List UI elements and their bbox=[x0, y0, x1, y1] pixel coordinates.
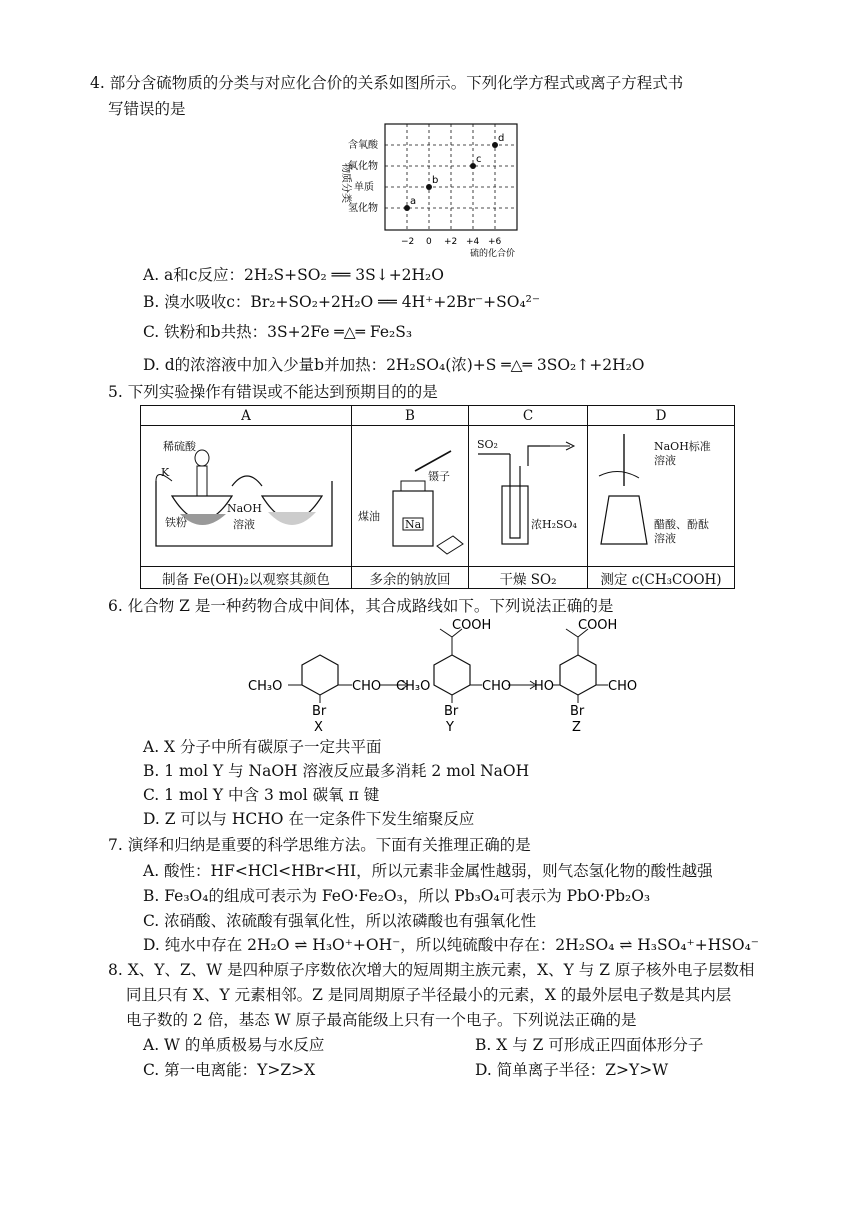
q5-caption-c: 干燥 SO₂ bbox=[469, 567, 588, 589]
q5b-label-na: Na bbox=[405, 518, 422, 531]
q7-stem: 7. 演绎和归纳是重要的科学思维方法。下面有关推理正确的是 bbox=[108, 836, 531, 854]
q5b-label-kerosene: 煤油 bbox=[358, 510, 380, 523]
q4-y-label: 含氧酸 bbox=[348, 140, 378, 151]
q6-y-cooh: COOH bbox=[452, 618, 492, 633]
q5-header-b: B bbox=[352, 406, 469, 426]
q5a-label-k: K bbox=[161, 466, 170, 479]
q4-y-label: 氧化物 bbox=[348, 161, 378, 172]
q7-option-d: D. 纯水中存在 2H₂O ⇌ H₃O⁺+OH⁻，所以纯硫酸中存在：2H₂SO₄ ⇌ H₃SO₄⁺+HSO₄⁻ bbox=[143, 936, 759, 954]
q5-experiment-table bbox=[140, 405, 735, 589]
q6-z-ho: HO bbox=[534, 679, 555, 694]
q5c-label-acid: 浓H₂SO₄ bbox=[531, 518, 577, 531]
q6-z-cooh: COOH bbox=[578, 618, 618, 633]
q6-option-a: A. X 分子中所有碳原子一定共平面 bbox=[143, 738, 382, 756]
q7-option-c: C. 浓硝酸、浓硫酸有强氧化性，所以浓磷酸也有强氧化性 bbox=[143, 912, 537, 930]
q7-option-a: A. 酸性：HF<HCl<HBr<HI，所以元素非金属性越弱，则气态氢化物的酸性越强 bbox=[143, 862, 713, 880]
q6-option-b: B. 1 mol Y 与 NaOH 溶液反应最多消耗 2 mol NaOH bbox=[143, 762, 530, 780]
q5-header-a: A bbox=[141, 406, 352, 426]
q5-stem: 5. 下列实验操作有错误或不能达到预期目的的是 bbox=[108, 383, 438, 401]
q6-y-och3: CH₃O bbox=[396, 679, 431, 694]
q4-y-label: 氢化物 bbox=[348, 203, 378, 214]
q4-point-label: c bbox=[476, 154, 482, 165]
q6-x-och3: CH₃O bbox=[248, 679, 283, 694]
q4-point-label: a bbox=[410, 196, 417, 207]
q4-option-a: A. a和c反应：2H₂S+SO₂ ══ 3S↓+2H₂O bbox=[143, 266, 444, 284]
q4-point-label: d bbox=[498, 133, 505, 144]
q4-x-title: 硫的化合价 bbox=[470, 249, 516, 258]
q5a-label-solution: 溶液 bbox=[233, 518, 255, 531]
q5-figure-a bbox=[141, 426, 352, 567]
q6-x-cho: CHO bbox=[352, 679, 382, 694]
q5-figure-d bbox=[588, 426, 735, 567]
q8-stem-line1: 8. X、Y、Z、W 是四种原子序数依次增大的短周期主族元素，X、Y 与 Z 原子核外电子层数相 bbox=[108, 961, 755, 979]
q5a-label-naoh: NaOH bbox=[227, 502, 262, 515]
q5a-label-acid: 稀硫酸 bbox=[163, 440, 196, 453]
q8-option-d: D. 简单离子半径：Z>Y>W bbox=[475, 1061, 669, 1079]
q5-caption-d: 测定 c(CH₃COOH) bbox=[588, 567, 735, 589]
q6-stem: 6. 化合物 Z 是一种药物合成中间体，其合成路线如下。下列说法正确的是 bbox=[108, 597, 614, 615]
q5c-label-so2: SO₂ bbox=[477, 438, 498, 451]
q4-stem-line1: 4. 部分含硫物质的分类与对应化合价的关系如图所示。下列化学方程式或离子方程式书 bbox=[90, 74, 684, 92]
q6-z-name: Z bbox=[572, 720, 581, 735]
q5b-label-tweezers: 镊子 bbox=[428, 470, 450, 483]
q5a-label-iron: 铁粉 bbox=[165, 516, 187, 529]
q6-option-d: D. Z 可以与 HCHO 在一定条件下发生缩聚反应 bbox=[143, 810, 475, 828]
q6-z-cho: CHO bbox=[608, 679, 638, 694]
q4-option-b: B. 溴水吸收c：Br₂+SO₂+2H₂O ══ 4H⁺+2Br⁻+SO₄²⁻ bbox=[143, 293, 541, 311]
q4-y-title: 物质分类 bbox=[340, 163, 351, 203]
q4-x-label: +2 bbox=[444, 237, 458, 247]
q8-option-c: C. 第一电离能：Y>Z>X bbox=[143, 1061, 316, 1079]
q7-option-b: B. Fe₃O₄的组成可表示为 FeO·Fe₂O₃，所以 Pb₃O₄可表示为 PbO·Pb₂O₃ bbox=[143, 887, 651, 905]
q6-x-br: Br bbox=[312, 704, 327, 719]
q8-option-a: A. W 的单质极易与水反应 bbox=[143, 1036, 325, 1054]
q4-option-c: C. 铁粉和b共热：3S+2Fe ═△═ Fe₂S₃ bbox=[143, 323, 413, 341]
q8-option-b: B. X 与 Z 可形成正四面体形分子 bbox=[475, 1036, 704, 1054]
q4-option-d: D. d的浓溶液中加入少量b并加热：2H₂SO₄(浓)+S ═△═ 3SO₂↑+2H₂O bbox=[143, 356, 645, 374]
q4-x-label: 0 bbox=[426, 237, 432, 247]
q8-stem-line3: 电子数的 2 倍，基态 W 原子最高能级上只有一个电子。下列说法正确的是 bbox=[126, 1011, 637, 1029]
q5d-label-solution2: 溶液 bbox=[654, 532, 676, 545]
q4-x-label: +6 bbox=[488, 237, 502, 247]
q5-caption-a: 制备 Fe(OH)₂以观察其颜色 bbox=[141, 567, 352, 589]
q4-point-label: b bbox=[432, 175, 439, 186]
q5d-label-solution1: 溶液 bbox=[654, 454, 676, 467]
q5-figure-b bbox=[352, 426, 469, 567]
q5d-label-naoh: NaOH标准 bbox=[654, 440, 711, 453]
q6-x-name: X bbox=[314, 720, 323, 735]
q6-y-cho: CHO bbox=[482, 679, 512, 694]
q6-y-name: Y bbox=[446, 720, 454, 735]
q4-x-label: +4 bbox=[466, 237, 480, 247]
q5-caption-b: 多余的钠放回 bbox=[352, 567, 469, 589]
q6-synthesis-route bbox=[230, 615, 660, 735]
q6-option-c: C. 1 mol Y 中含 3 mol 碳氧 π 键 bbox=[143, 786, 380, 804]
q4-stem bbox=[90, 70, 780, 122]
q6-y-br: Br bbox=[444, 704, 459, 719]
apparatus-b-icon bbox=[353, 426, 467, 562]
q8-stem-line2: 同且只有 X、Y 元素相邻。Z 是同周期原子半径最小的元素，X 的最外层电子数是其内层 bbox=[126, 986, 732, 1004]
q4-x-label: −2 bbox=[401, 237, 415, 247]
q5-header-c: C bbox=[469, 406, 588, 426]
q5d-label-acid: 醋酸、酚酞 bbox=[654, 518, 709, 531]
q4-valence-chart bbox=[330, 118, 540, 258]
q6-z-br: Br bbox=[570, 704, 585, 719]
q4-stem-line2: 写错误的是 bbox=[108, 100, 186, 118]
q5-header-d: D bbox=[588, 406, 735, 426]
q4-y-label: 单质 bbox=[354, 182, 374, 193]
q5-figure-c bbox=[469, 426, 588, 567]
